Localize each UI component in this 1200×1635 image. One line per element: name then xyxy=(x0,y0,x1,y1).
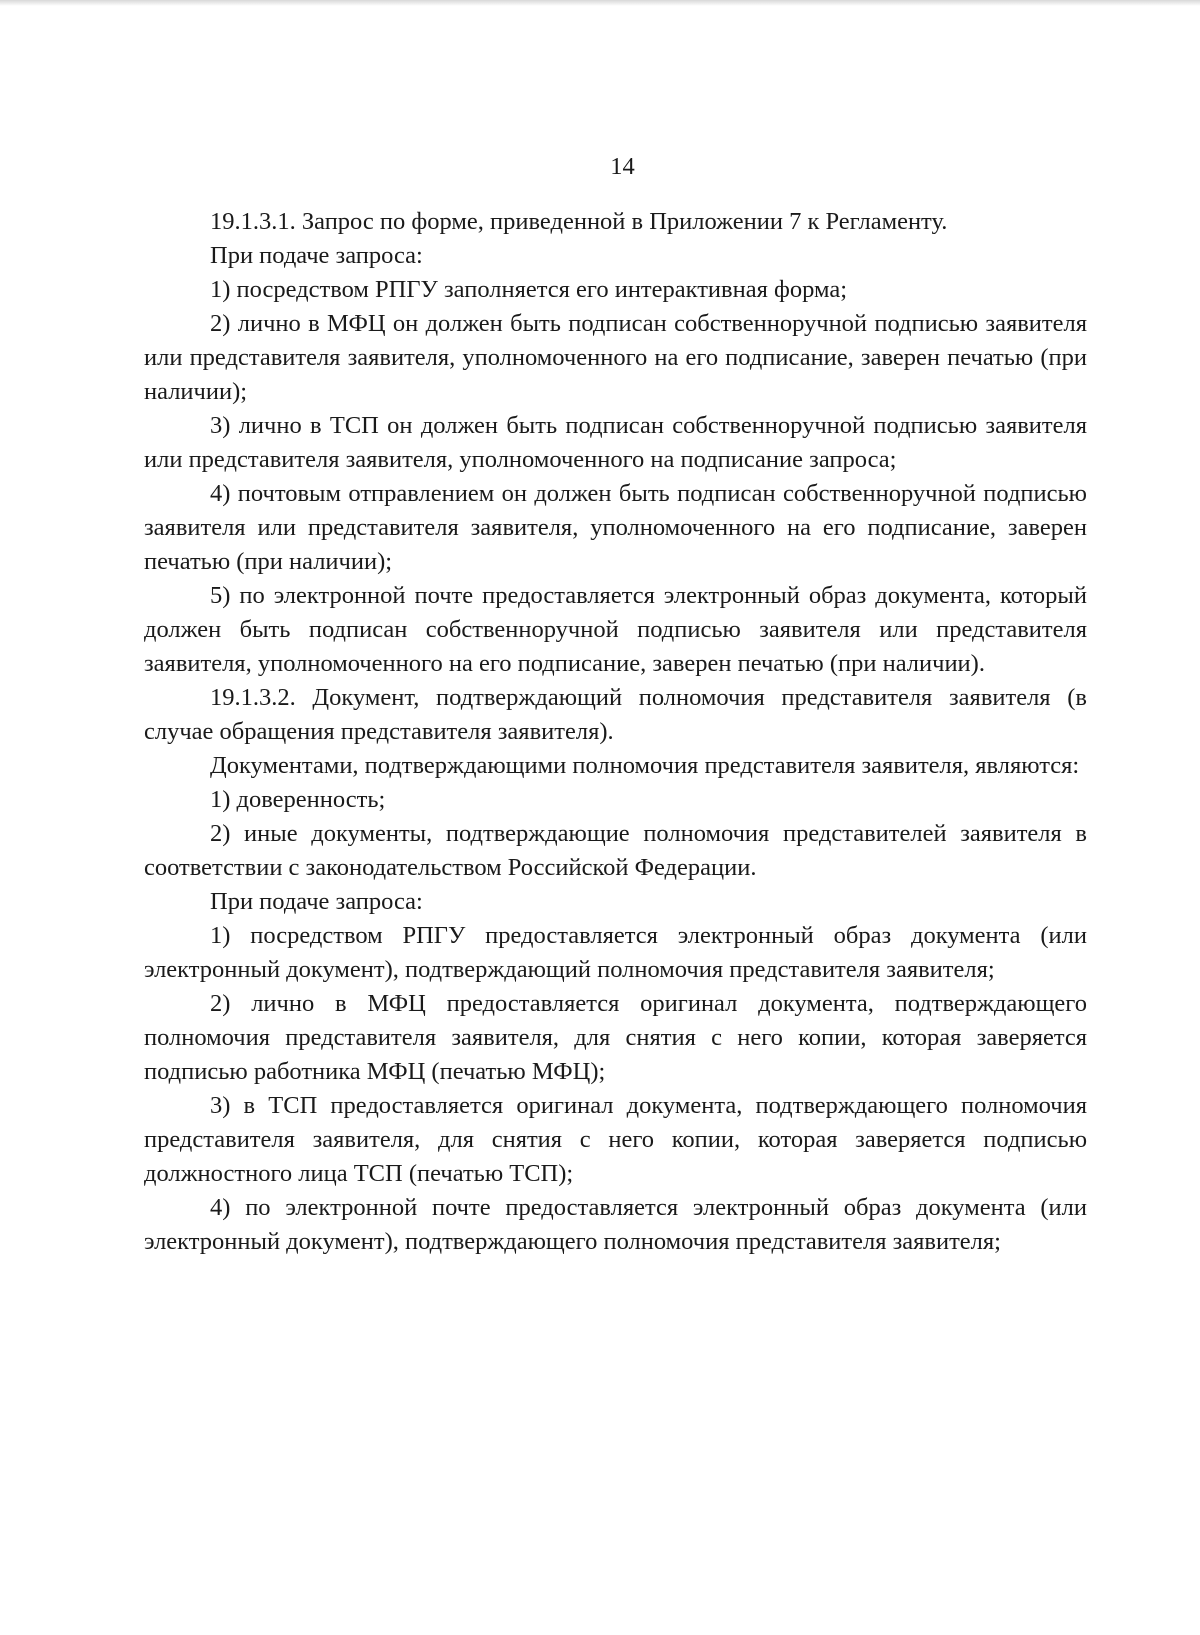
document-page xyxy=(144,150,1087,1259)
list-item-tsp: 3) лично в ТСП он должен быть подписан собственноручной подписью заявителя или представителя заявителя, уполномоченного на подписание запроса; xyxy=(144,412,1087,473)
list-item-email-2: 4) по электронной почте предоставляется электронный образ документа (или электронный документ), подтверждающего полномочия представителя заявителя; xyxy=(144,1194,1087,1255)
paragraph-19-1-3-2: 19.1.3.2. Документ, подтверждающий полномочия представителя заявителя (в случае обращения представителя заявителя). xyxy=(144,684,1087,745)
list-item-rpgu: 1) посредством РПГУ заполняется его интерактивная форма; xyxy=(210,276,847,303)
list-item-email: 5) по электронной почте предоставляется электронный образ документа, который должен быть подписан собственноручной подписью заявителя или представителя заявителя, уполномоченного на его подписание, заверен печатью (при наличии). xyxy=(144,582,1087,677)
list-item-mfc-2: 2) лично в МФЦ предоставляется оригинал документа, подтверждающего полномочия представителя заявителя, для снятия с него копии, которая заверяется подписью работника МФЦ (печатью МФЦ); xyxy=(144,990,1087,1085)
page-number: 14 xyxy=(610,153,635,180)
list-item-power-of-attorney: 1) доверенность; xyxy=(210,786,386,813)
list-item-tsp-2: 3) в ТСП предоставляется оригинал документа, подтверждающего полномочия представителя заявителя, для снятия с него копии, которая заверяется подписью должностного лица ТСП (печатью ТСП); xyxy=(144,1092,1087,1187)
paragraph-19-1-3-1: 19.1.3.1. Запрос по форме, приведенной в Приложении 7 к Регламенту. xyxy=(210,208,948,235)
list-item-mfc: 2) лично в МФЦ он должен быть подписан собственноручной подписью заявителя или представителя заявителя, уполномоченного на его подписание, заверен печатью (при наличии); xyxy=(144,310,1087,405)
list-item-rpgu-2: 1) посредством РПГУ предоставляется электронный образ документа (или электронный документ), подтверждающий полномочия представителя заявителя; xyxy=(144,922,1087,983)
paragraph-submission-heading-2: При подаче запроса: xyxy=(210,888,423,915)
list-item-other-documents: 2) иные документы, подтверждающие полномочия представителей заявителя в соответствии с законодательством Российской Федерации. xyxy=(144,820,1087,881)
paragraph-submission-heading: При подаче запроса: xyxy=(210,242,423,269)
list-item-postal: 4) почтовым отправлением он должен быть подписан собственноручной подписью заявителя или представителя заявителя, уполномоченного на его подписание, заверен печатью (при наличии); xyxy=(144,480,1087,575)
paragraph-authority-documents: Документами, подтверждающими полномочия представителя заявителя, являются: xyxy=(210,752,1080,779)
scan-top-edge xyxy=(0,0,1200,6)
